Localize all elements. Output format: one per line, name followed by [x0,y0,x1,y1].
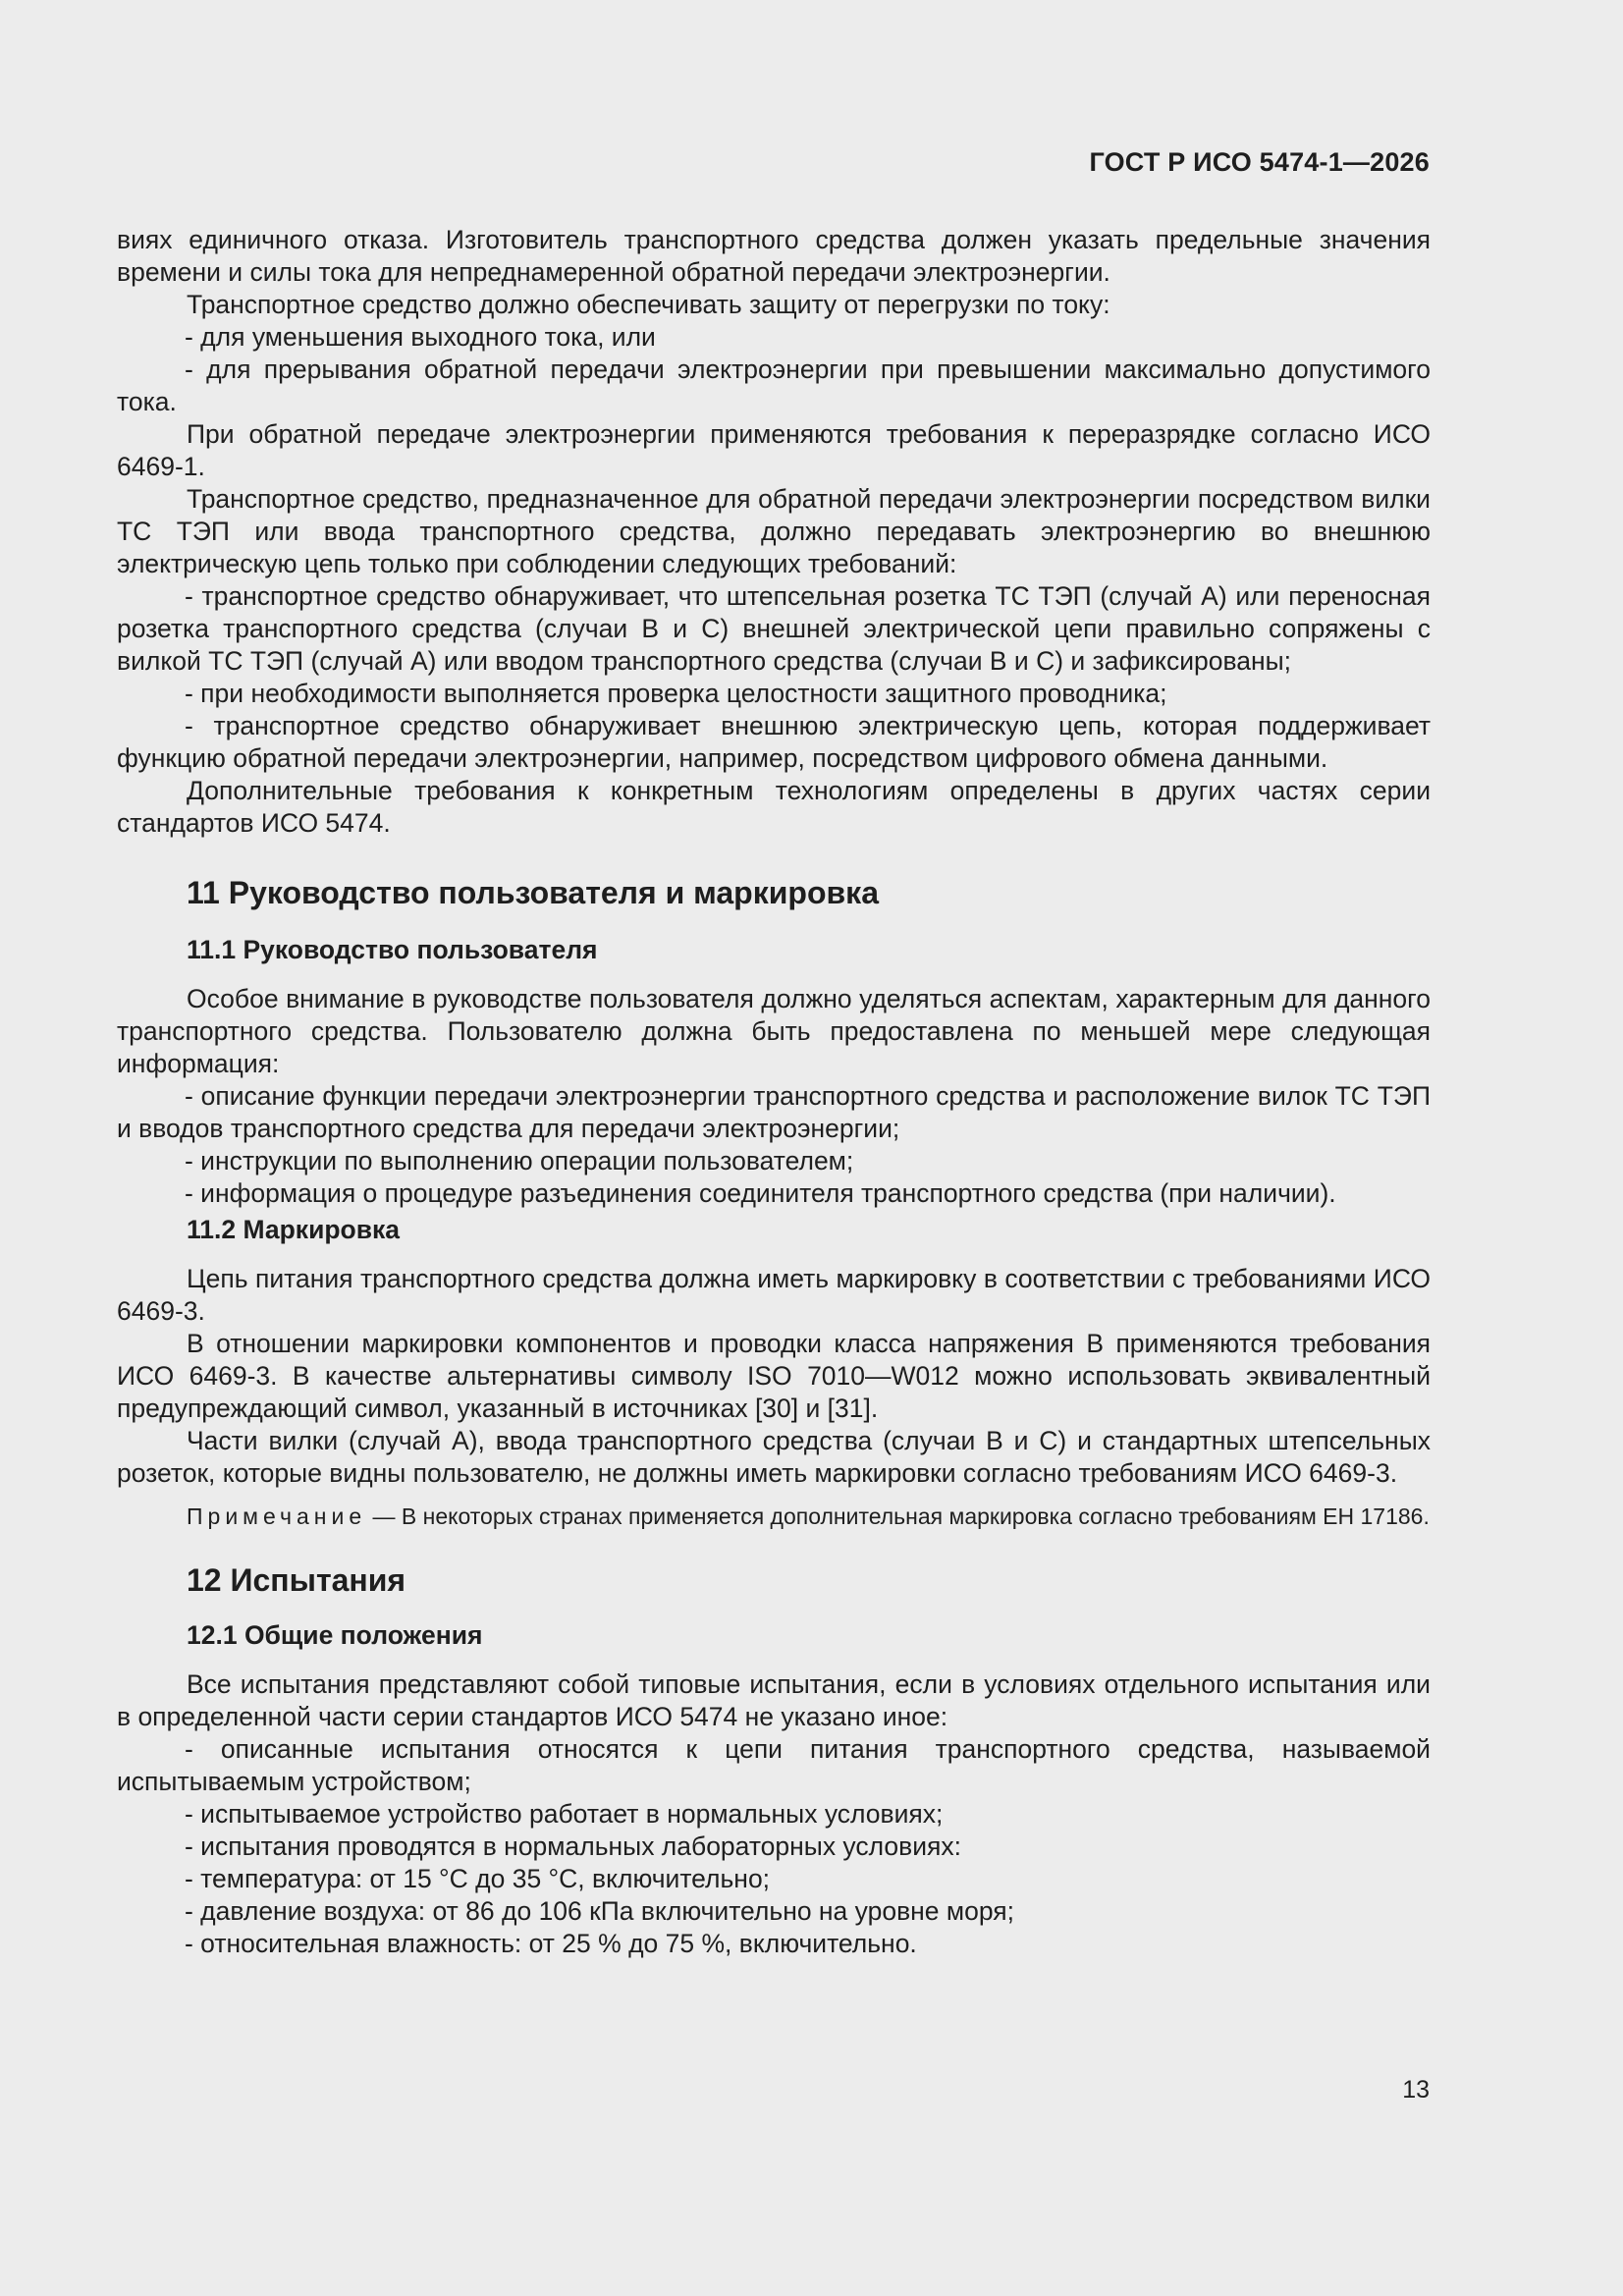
list-item: - для уменьшения выходного тока, или [185,322,656,352]
list-item: - транспортное средство обнаруживает, что штепсельная розетка ТС ТЭП (случай А) или переносная розетка транспортного средства (случаи В и С) внешней электрической цепи правильно сопряжены с вилкой ТС ТЭП (случай А) или вводом транспортного средства (случаи В и С) и зафиксированы; [117,581,1431,676]
list-item: - температура: от 15 °С до 35 °С, включительно; [185,1864,771,1893]
paragraph: Цепь питания транспортного средства должна иметь маркировку в соответствии с требованиями ИСО 6469-3. [117,1264,1431,1326]
list-item: - инструкции по выполнению операции пользователем; [185,1146,854,1175]
list-item: - давление воздуха: от 86 до 106 кПа включительно на уровне моря; [185,1896,1015,1926]
note [117,1502,1431,1531]
list-item: - относительная влажность: от 25 % до 75 %, включительно. [185,1929,917,1958]
paragraph: В отношении маркировки компонентов и проводки класса напряжения В применяются требования ИСО 6469-3. В качестве альтернативы символу ISO 7010—W012 можно использовать эквивалентный предупреждающий символ, указанный в источниках [30] и [31]. [117,1329,1431,1423]
subsection-heading: 11.1 Руководство пользователя [187,935,598,964]
note-label: Примечание [187,1503,367,1529]
page-number: 13 [1402,2076,1430,2104]
list-item: - транспортное средство обнаруживает внешнюю электрическую цепь, которая поддерживает функцию обратной передачи электроэнергии, например, посредством цифрового обмена данными. [117,711,1431,773]
list-item: - при необходимости выполняется проверка целостности защитного проводника; [185,679,1167,708]
paragraph: виях единичного отказа. Изготовитель транспортного средства должен указать предельные значения времени и силы тока для непреднамеренной обратной передачи электроэнергии. [117,225,1431,287]
list-item: - испытания проводятся в нормальных лабораторных условиях: [185,1831,961,1861]
list-item: - информация о процедуре разъединения соединителя транспортного средства (при наличии). [185,1178,1336,1208]
subsection-heading: 11.2 Маркировка [187,1215,401,1244]
paragraph: Особое внимание в руководстве пользователя должно уделяться аспектам, характерным для данного транспортного средства. Пользователю должна быть предоставлена по меньшей мере следующая информация: [117,984,1431,1078]
paragraph: При обратной передаче электроэнергии применяются требования к переразрядке согласно ИСО 6469-1. [117,419,1431,481]
paragraph: Транспортное средство должно обеспечивать защиту от перегрузки по току: [187,290,1110,319]
section-heading: 11 Руководство пользователя и маркировка [187,875,879,910]
list-item: - испытываемое устройство работает в нормальных условиях; [185,1799,944,1829]
paragraph: Части вилки (случай А), ввода транспортного средства (случаи В и С) и стандартных штепсельных розеток, которые видны пользователю, не должны иметь маркировки согласно требованиям ИСО 6469-3. [117,1426,1431,1488]
paragraph: Все испытания представляют собой типовые испытания, если в условиях отдельного испытания или в определенной части серии стандартов ИСО 5474 не указано иное: [117,1669,1431,1731]
list-item: - для прерывания обратной передачи электроэнергии при превышении максимально допустимого тока. [117,355,1431,416]
note-text: — В некоторых странах применяется дополнительная маркировка согласно требованиям ЕН 17186. [366,1503,1430,1529]
paragraph: Транспортное средство, предназначенное для обратной передачи электроэнергии посредством вилки ТС ТЭП или ввода транспортного средства, должно передавать электроэнергию во внешнюю электрическую цепь только при соблюдении следующих требований: [117,484,1431,578]
paragraph: Дополнительные требования к конкретным технологиям определены в других частях серии стандартов ИСО 5474. [117,776,1431,838]
standard-code-header: ГОСТ Р ИСО 5474-1—2026 [1089,147,1430,177]
subsection-heading: 12.1 Общие положения [187,1620,483,1650]
section-heading: 12 Испытания [187,1562,406,1598]
list-item: - описание функции передачи электроэнергии транспортного средства и расположение вилок ТС ТЭП и вводов транспортного средства для передачи электроэнергии; [117,1081,1431,1143]
page-body [117,224,1431,1960]
list-item: - описанные испытания относятся к цепи питания транспортного средства, называемой испытываемым устройством; [117,1734,1431,1796]
